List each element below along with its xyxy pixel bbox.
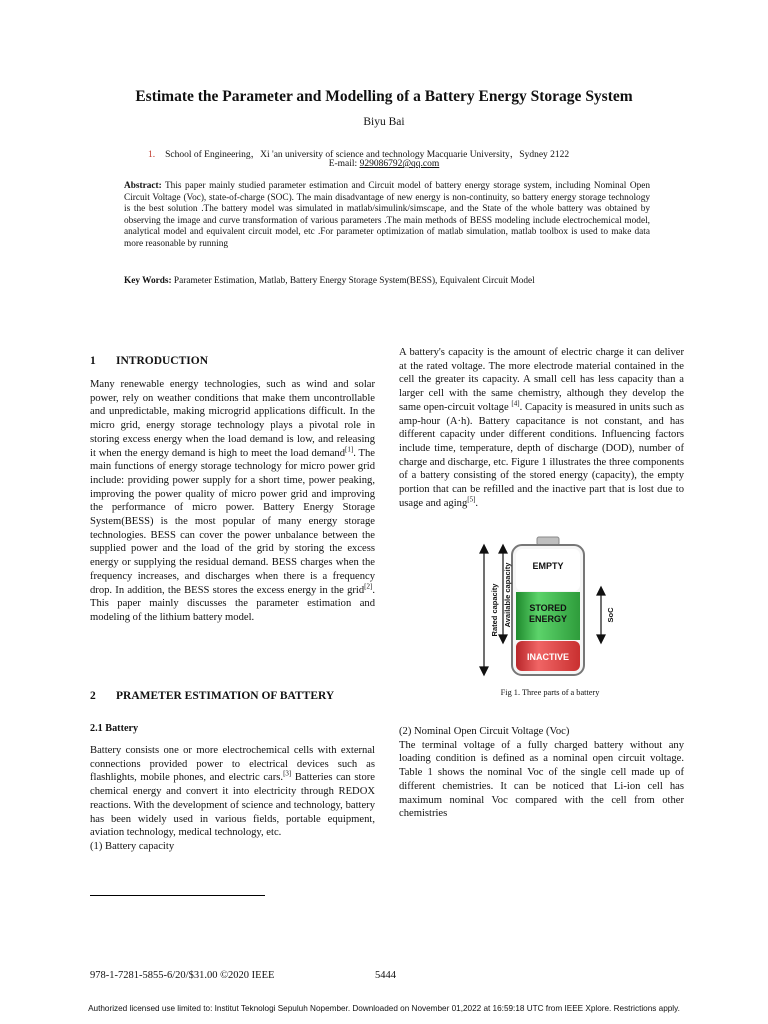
subsection-2-1-heading: 2.1 Battery (90, 723, 139, 734)
battery-figure (470, 535, 620, 680)
label-inactive: INACTIVE (526, 652, 570, 662)
affiliation-text: School of Engineering，Xi 'an university of science and technology Macquarie University，Sydney 2122 (165, 150, 570, 160)
abstract-label: Abstract: (124, 181, 162, 191)
affiliation (148, 146, 569, 160)
capacity-text-c: . (475, 497, 479, 509)
keywords-label: Key Words: (124, 276, 172, 286)
rated-capacity-arrow (480, 545, 488, 675)
battery-paragraph (90, 744, 375, 854)
intro-paragraph (90, 378, 375, 625)
citation-4[interactable]: [4] (511, 399, 520, 408)
label-stored-1: STORED (529, 603, 567, 613)
section-1-heading (90, 355, 208, 367)
voc-section (399, 725, 684, 821)
citation-3[interactable]: [3] (283, 769, 292, 778)
battery-terminal (537, 537, 559, 545)
abstract-text: This paper mainly studied parameter estimation and Circuit model of battery energy storage system, including Nominal Open Circuit Voltage (Voc), state-of-charge (SOC). The main disadvantage of new energy is non-continuity, so battery energy storage technology is the best solution .The battery model was simulated in matlab/simulink/simscape, and the State of the whole battery was obtained by observing the image and curve transformation of various parameters .The main methods of BESS modeling include electrochemical model, analytical model and equivalent circuit model, etc .For parameter optimization of matlab simulation, matlab toolbox is used to make data more reasonable by running (124, 181, 650, 249)
footnote-divider (90, 895, 265, 896)
intro-text-b: . The main functions of energy storage technology for micro power grid include: providing power supply for a short time, power peaking, improving the power quality of micro power grid and improving the performance of micro power. Battery Energy Storage System(BESS) is the most popular of many energy storage technologies. BESS can cover the power unbalance between the supplied power and the load of the grid by storing the excess energy or supplying the residual demand. BESS charges when the frequency increases, and discharges when there is a frequency drop. In addition, the BESS stores the excess energy in the grid (90, 447, 375, 596)
label-available-capacity: Available capacity (503, 562, 512, 628)
figure-caption: Fig 1. Three parts of a battery (500, 688, 600, 697)
citation-1[interactable]: [1] (345, 444, 354, 453)
keywords (124, 276, 650, 286)
capacity-heading: (1) Battery capacity (90, 840, 175, 852)
section-1-number: 1 (90, 355, 96, 367)
author-name: Biyu Bai (363, 116, 405, 128)
abstract (124, 181, 650, 251)
email-label: E-mail: (328, 159, 360, 169)
section-2-title: PRAMETER ESTIMATION OF BATTERY (116, 690, 335, 702)
label-stored-2: ENERGY (528, 614, 568, 624)
battery-text-b: Batteries can store chemical energy and convert it into electricity through REDOX reactions. With the development of science and technology, battery has been widely used in various fields, portable equipment, aviation technology, medical technology, etc. (90, 772, 375, 839)
affiliation-number: 1. (148, 150, 156, 160)
email-line (0, 159, 768, 169)
intro-text-c: . This paper mainly discusses the parameter estimation and modeling of the lithium battery model. (90, 584, 375, 623)
intro-text-a: Many renewable energy technologies, such as wind and solar power, rely on weather conditions that make them uncontrollable and unpredictable, making microgrid applications difficult. In the micro grid, energy storage technology plays a pivotal role in storing excess energy when the load demand is low, and releasing it when the energy demand is high to meet the load demand (90, 379, 375, 459)
battery-text-a: Battery consists one or more electrochemical cells with external connections provided power to electrical devices such as flashlights, mobile phones, and electric cars. (90, 745, 375, 784)
page-number: 5444 (375, 970, 396, 981)
email-link[interactable]: 929086792@qq.com (359, 159, 440, 169)
section-2-heading (90, 690, 334, 702)
section-2-number: 2 (90, 690, 96, 702)
label-empty: EMPTY (532, 561, 564, 571)
keywords-text: Parameter Estimation, Matlab, Battery Energy Storage System(BESS), Equivalent Circuit Model (171, 276, 535, 286)
citation-5[interactable]: [5] (467, 495, 476, 504)
citation-2[interactable]: [2] (364, 582, 373, 591)
capacity-paragraph (399, 346, 684, 510)
voc-heading: (2) Nominal Open Circuit Voltage (Voc) (399, 726, 570, 737)
label-rated-capacity: Rated capacity (490, 583, 499, 637)
isbn-copyright: 978-1-7281-5855-6/20/$31.00 ©2020 IEEE (90, 970, 275, 981)
paper-title: Estimate the Parameter and Modelling of a Battery Energy Storage System (135, 88, 633, 105)
authorized-use-notice: Authorized licensed use limited to: Institut Teknologi Sepuluh Nopember. Downloaded on November 01,2022 at 16:59:18 UTC from IEEE Xplore. Restrictions apply. (88, 1004, 680, 1013)
soc-arrow (597, 587, 605, 643)
voc-text: The terminal voltage of a fully charged battery without any loading condition is defined as a nominal open circuit voltage. Table 1 shows the nominal Voc of the single cell made up of different chemistries. It can be noticed that Li-ion cell has maximum nominal Voc compared with the cell from other chemistries (399, 739, 684, 820)
capacity-text-a: A battery's capacity is the amount of electric charge it can deliver at the rated voltage. The more electrode material contained in the cell the greater its capacity. A small cell has less capacity than a larger cell with the same chemistry, although they develop the same open-circuit voltage (399, 347, 684, 413)
capacity-text-b: . Capacity is measured in units such as amp-hour (A·h). Battery capacitance is not constant, and has different capacity under different conditions. Influencing factors include time, temperature, depth of discharge (DOD), number of charge and discharge, etc. Figure 1 illustrates the three components of a battery consisting of the stored energy (capacity), the empty portion that can be refilled and the inactive part that is lost due to usage and aging (399, 401, 684, 509)
label-soc: SoC (606, 607, 615, 623)
section-1-title: INTRODUCTION (116, 355, 209, 367)
